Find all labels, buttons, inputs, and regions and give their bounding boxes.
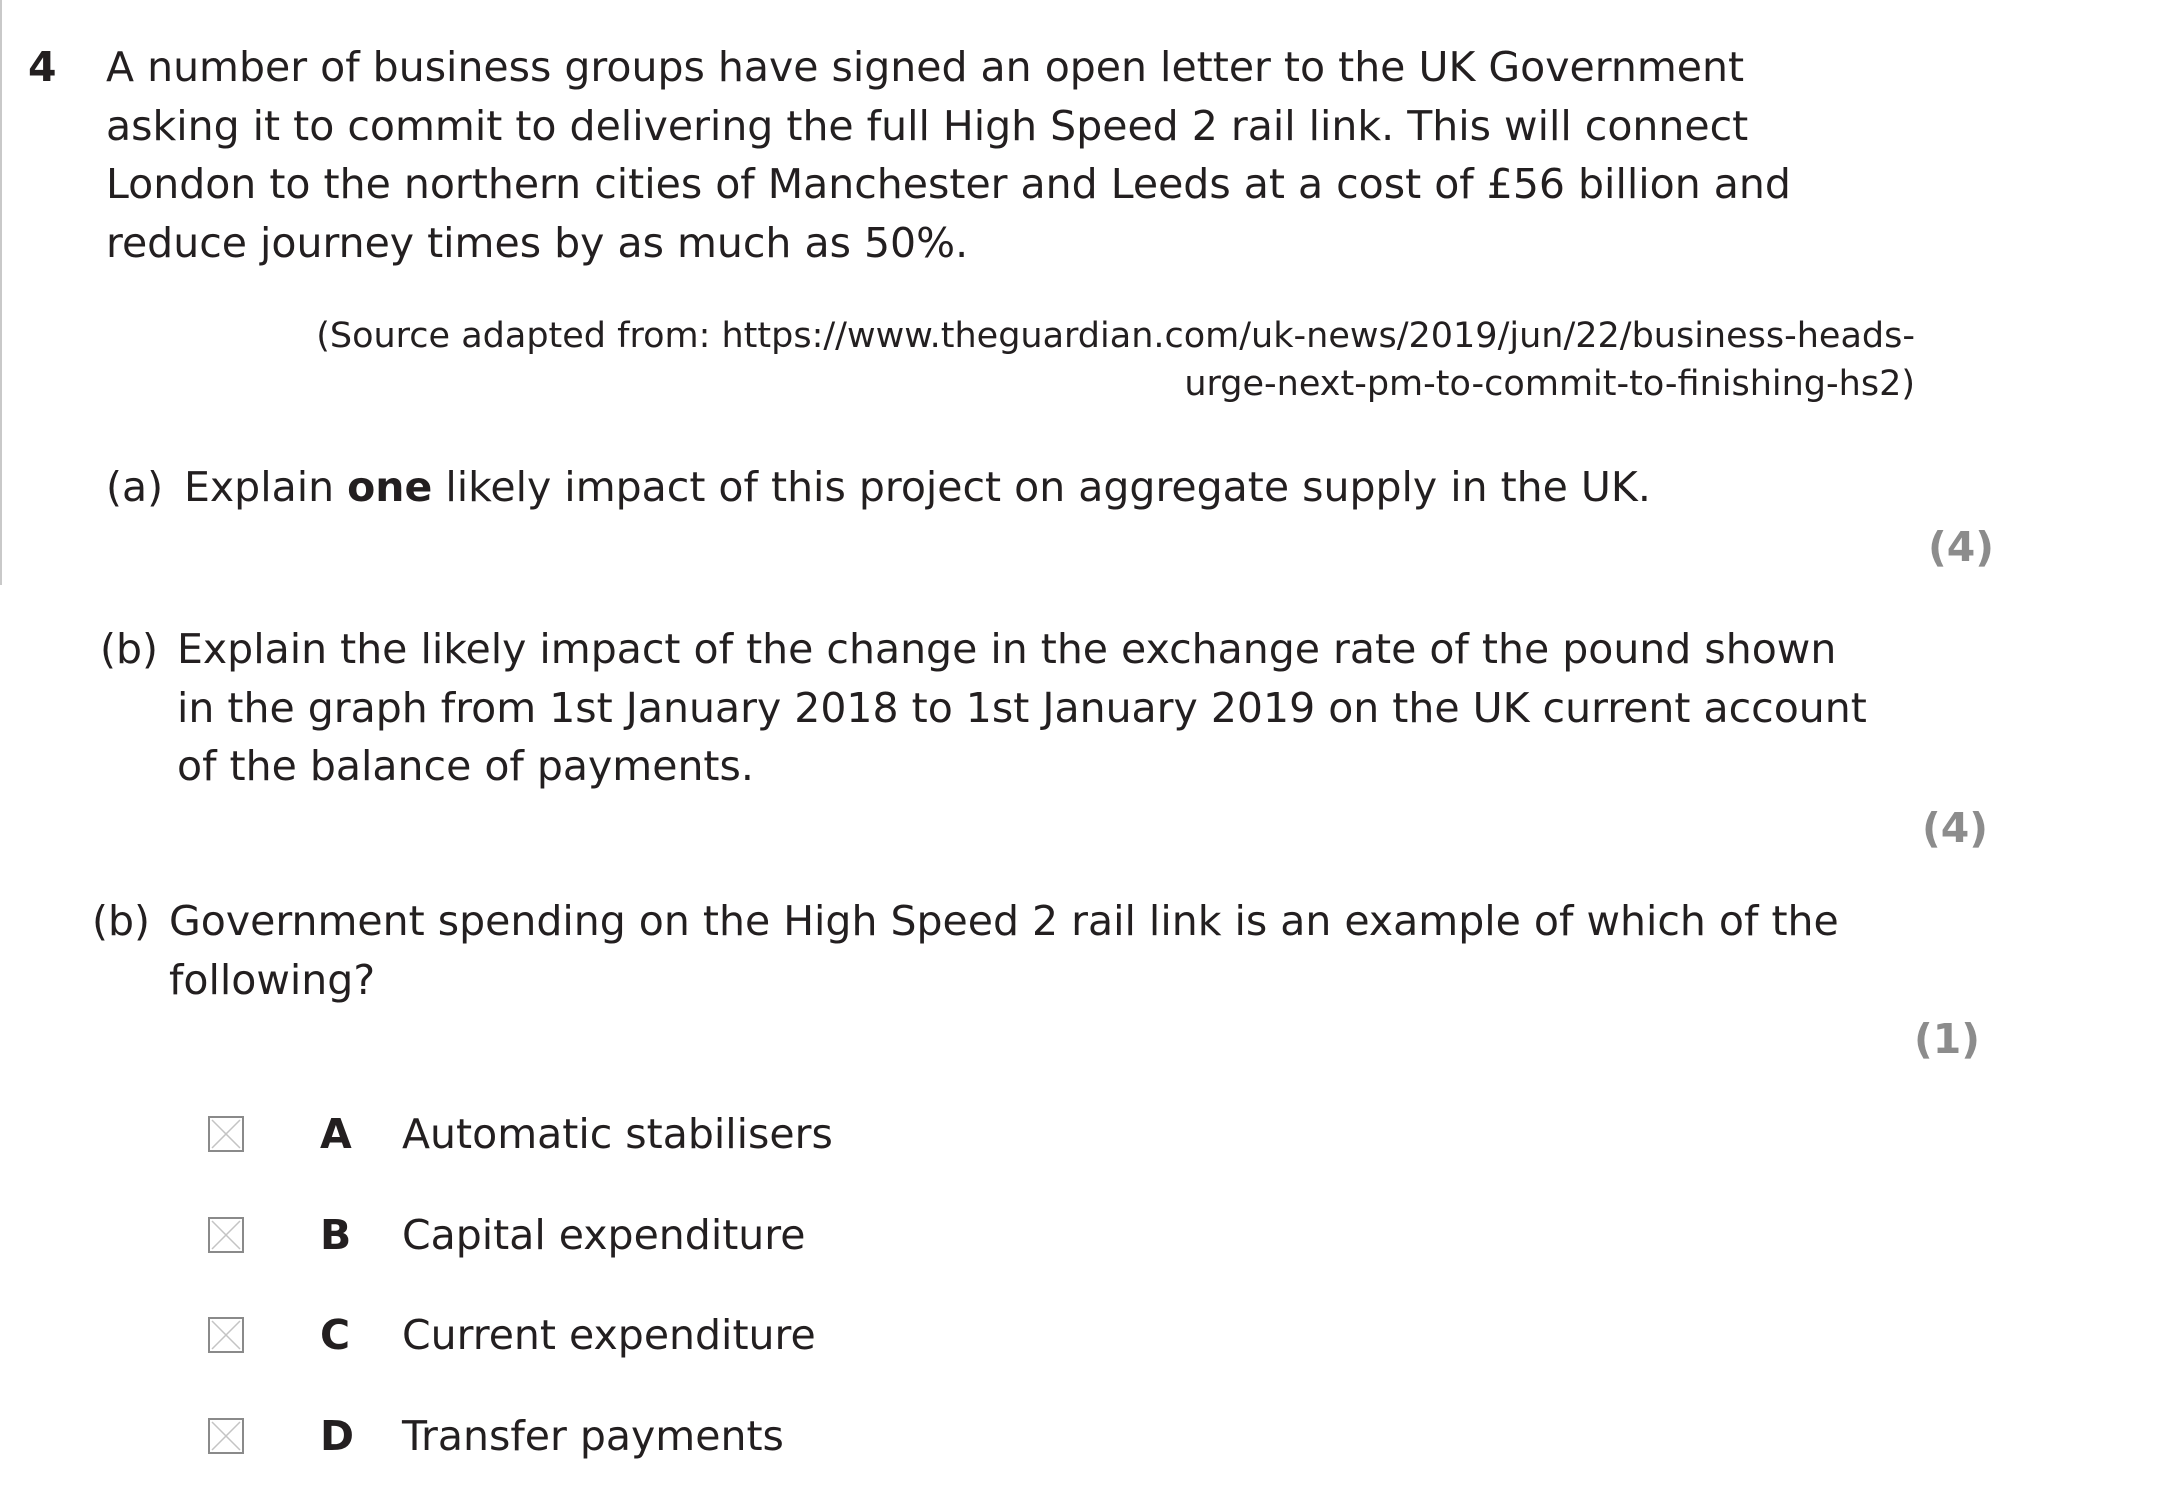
- option-letter: A: [320, 1110, 352, 1158]
- checkbox-icon[interactable]: [208, 1116, 244, 1152]
- option-b[interactable]: [208, 1205, 1408, 1265]
- part-b-exchange-rate: [100, 620, 1900, 800]
- question-stem: [106, 38, 1906, 272]
- checkbox-icon[interactable]: [208, 1418, 244, 1454]
- option-c[interactable]: [208, 1305, 1408, 1365]
- part-b2-marks: (1): [1914, 1015, 1981, 1063]
- option-text: Capital expenditure: [402, 1211, 806, 1259]
- part-b2-line: Government spending on the High Speed 2 rail link is an example of which of the: [169, 897, 1839, 945]
- part-b2-label: (b): [92, 897, 151, 945]
- source-citation: [200, 312, 1915, 408]
- stem-line: reduce journey times by as much as 50%.: [106, 218, 969, 267]
- part-a-text-before: Explain: [184, 463, 348, 511]
- checkbox-icon[interactable]: [208, 1317, 244, 1353]
- option-a[interactable]: [208, 1104, 1408, 1164]
- source-line: (Source adapted from: https://www.theguardian.com/uk-news/2019/jun/22/business-heads-: [316, 316, 1915, 356]
- part-b2-text: [169, 892, 1839, 1009]
- part-a-text-after: likely impact of this project on aggregate supply in the UK.: [432, 463, 1651, 511]
- option-text: Automatic stabilisers: [402, 1110, 833, 1158]
- source-line: urge-next-pm-to-commit-to-finishing-hs2): [1184, 364, 1915, 404]
- option-text: Transfer payments: [402, 1412, 784, 1460]
- left-margin-rule: [0, 0, 2, 585]
- part-b2-line: following?: [169, 955, 376, 1004]
- part-b1-line: of the balance of payments.: [177, 742, 754, 790]
- part-a-label: (a): [106, 463, 164, 511]
- part-a-text: [184, 458, 1651, 517]
- stem-line: A number of business groups have signed an open letter to the UK Government: [106, 43, 1745, 91]
- checkbox-icon[interactable]: [208, 1217, 244, 1253]
- option-letter: C: [320, 1311, 351, 1359]
- option-letter: D: [320, 1412, 355, 1460]
- option-d[interactable]: [208, 1406, 1408, 1466]
- part-b1-line: Explain the likely impact of the change in the exchange rate of the pound shown: [177, 625, 1837, 673]
- stem-line: asking it to commit to delivering the full High Speed 2 rail link. This will connect: [106, 101, 1749, 150]
- part-b1-text: [177, 620, 1867, 796]
- part-a: [106, 458, 1906, 518]
- option-text: Current expenditure: [402, 1311, 816, 1359]
- part-b1-label: (b): [100, 625, 159, 673]
- part-b-government-spending: [92, 892, 1892, 1012]
- stem-line: London to the northern cities of Manchester and Leeds at a cost of £56 billion and: [106, 160, 1791, 208]
- part-b1-marks: (4): [1922, 804, 1989, 852]
- part-b1-line: in the graph from 1st January 2018 to 1st January 2019 on the UK current account: [177, 683, 1867, 732]
- question-number: 4: [28, 43, 57, 91]
- option-letter: B: [320, 1211, 352, 1259]
- part-a-marks: (4): [1928, 523, 1995, 571]
- part-a-text-emphasis: one: [347, 463, 433, 511]
